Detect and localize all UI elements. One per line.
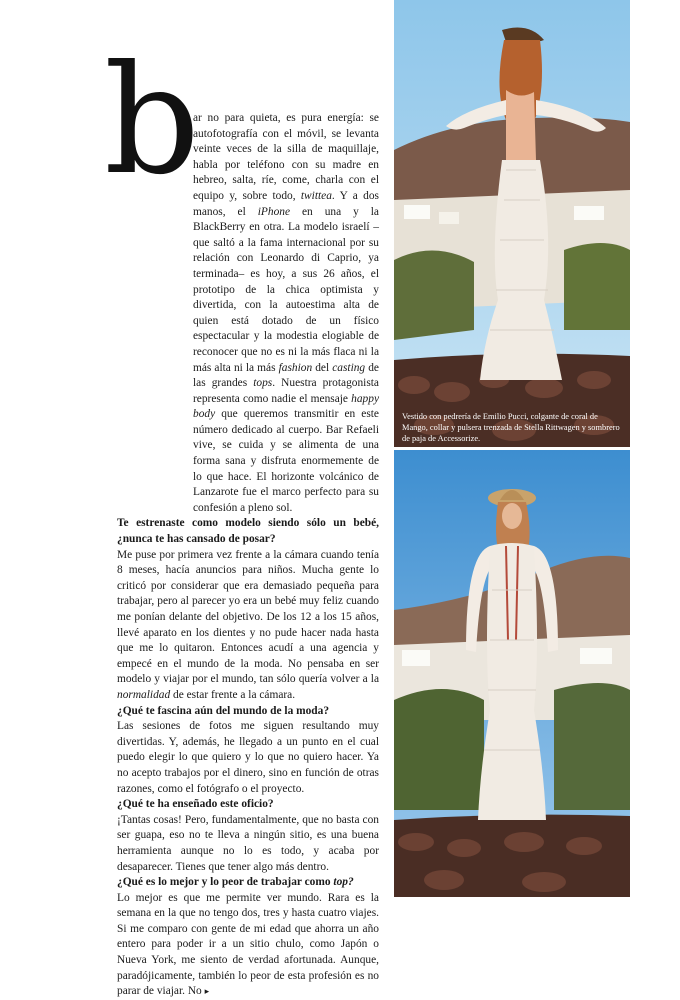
intro-em-iphone: iPhone: [257, 205, 291, 218]
question-4: [117, 875, 379, 891]
intro-text-1: ar no para quieta, es pura energía: se autofotografía con el móvil, se levanta veinte veces de la silla de maquillaje, habla por teléfono con su madre en hebreo, salta, ríe, come, charla con el equipo y, sobre todo,: [193, 112, 379, 202]
intro-text-5: de las grandes: [193, 361, 379, 390]
intro-text-2: . Y a dos manos, el: [193, 189, 379, 218]
intro-em-casting: casting: [332, 361, 366, 374]
intro-em-tops: tops: [253, 377, 273, 390]
photo-caption: Vestido con pedrería de Emilio Pucci, colgante de coral de Mango, collar y pulsera trenzada de Stella Rittwagen y sombrero de paja de Accessorize.: [402, 412, 620, 443]
continue-arrow-icon: ▸: [204, 986, 210, 997]
answer-1: [117, 548, 379, 704]
question-3: ¿Qué te ha enseñado este oficio?: [117, 798, 274, 811]
drop-cap: b: [104, 34, 201, 208]
intro-em-fashion: fashion: [278, 361, 313, 374]
answer-4: [117, 891, 379, 1000]
answer-2: Las sesiones de fotos me siguen resultando muy divertidas. Y, además, he llegado a un punto en el cual puedo elegir lo que quiero y lo que no quiero hacer. Ya no acepto trabajos por el dinero, sino en función de otras razones, como el fotógrafo o el proyecto.: [117, 720, 379, 795]
question-2: ¿Qué te fascina aún del mundo de la moda?: [117, 704, 330, 717]
answer-1-em: normalidad: [117, 688, 171, 701]
photo-front-view: [394, 450, 630, 897]
question-1: Te estrenaste como modelo siendo sólo un bebé, ¿nunca te has cansado de posar?: [117, 517, 379, 546]
question-4-text: ¿Qué es lo mejor y lo peor de trabajar como: [117, 876, 331, 889]
photo-back-view: [394, 0, 630, 447]
intro-text-3: en una y la BlackBerry en otra. La modelo israelí –que saltó a la fama internacional por su relación con Leonardo di Caprio, ya terminada– es hoy, a sus 26 años, el prototipo de la chica optimista y divertida, con la autoestima alta de quien está dotado de un físico espectacular y la modestia elogiable de reconocer que no es ni la más flaca ni la más alta ni la más: [193, 205, 379, 374]
intro-em-happy-body: happy body: [193, 392, 379, 421]
answer-1-text: Me puse por primera vez frente a la cámara cuando tenía 8 meses, hacía anuncios para niños. Mucha gente lo criticó por considerar que era demasiado pequeña para trabajar, pero al parecer yo era un bebé muy feliz cuando me ponían delante del objetivo. De los 12 a los 15 años, llevé aparato en los dientes y no pude hacer nada hasta que me lo quitaron. Entonces acudí a una agencia y empecé en el mundo de la moda. No pensaba en ser modelo y viajar por el mundo, tan sólo quería volver a la: [117, 548, 379, 686]
answer-4-text: Lo mejor es que me permite ver mundo. Rara es la semana en la que no tengo dos, tres y hasta cuatro viajes. Si me comparo con gente de mi edad que ahorra un año entero para poder ir a un sitio chulo, como Japón o Nueva York, me siento de verdad afortunada. Aunque, paradójicamente, también lo peor de esta profesión es no parar de viajar. No: [117, 891, 379, 998]
intro-paragraph: [117, 111, 379, 516]
intro-text-6: . Nuestra protagonista representa como nadie el mensaje: [193, 377, 379, 405]
article-body: [117, 111, 379, 1000]
intro-text-7: que queremos transmitir en este número dedicado al cuerpo. Bar Refaeli vive, se cuida y se alimenta de una forma sana y disfruta enormemente de lo que hace. El horizonte volcánico de Lanzarote fue el marco perfecto para su confesión a pleno sol.: [193, 408, 379, 514]
answer-1-tail: de estar frente a la cámara.: [173, 688, 296, 701]
question-4-em: top?: [333, 876, 354, 889]
intro-text-4: del: [315, 361, 330, 374]
intro-em-twittea: twittea: [300, 189, 332, 202]
answer-3: ¡Tantas cosas! Pero, fundamentalmente, que no basta con ser guapa, eso no te lleva a ningún sitio, es una buena herramienta aunque no lo es todo, y acaba por desaparecer. Tienes que tener algo más dentro.: [117, 813, 379, 873]
